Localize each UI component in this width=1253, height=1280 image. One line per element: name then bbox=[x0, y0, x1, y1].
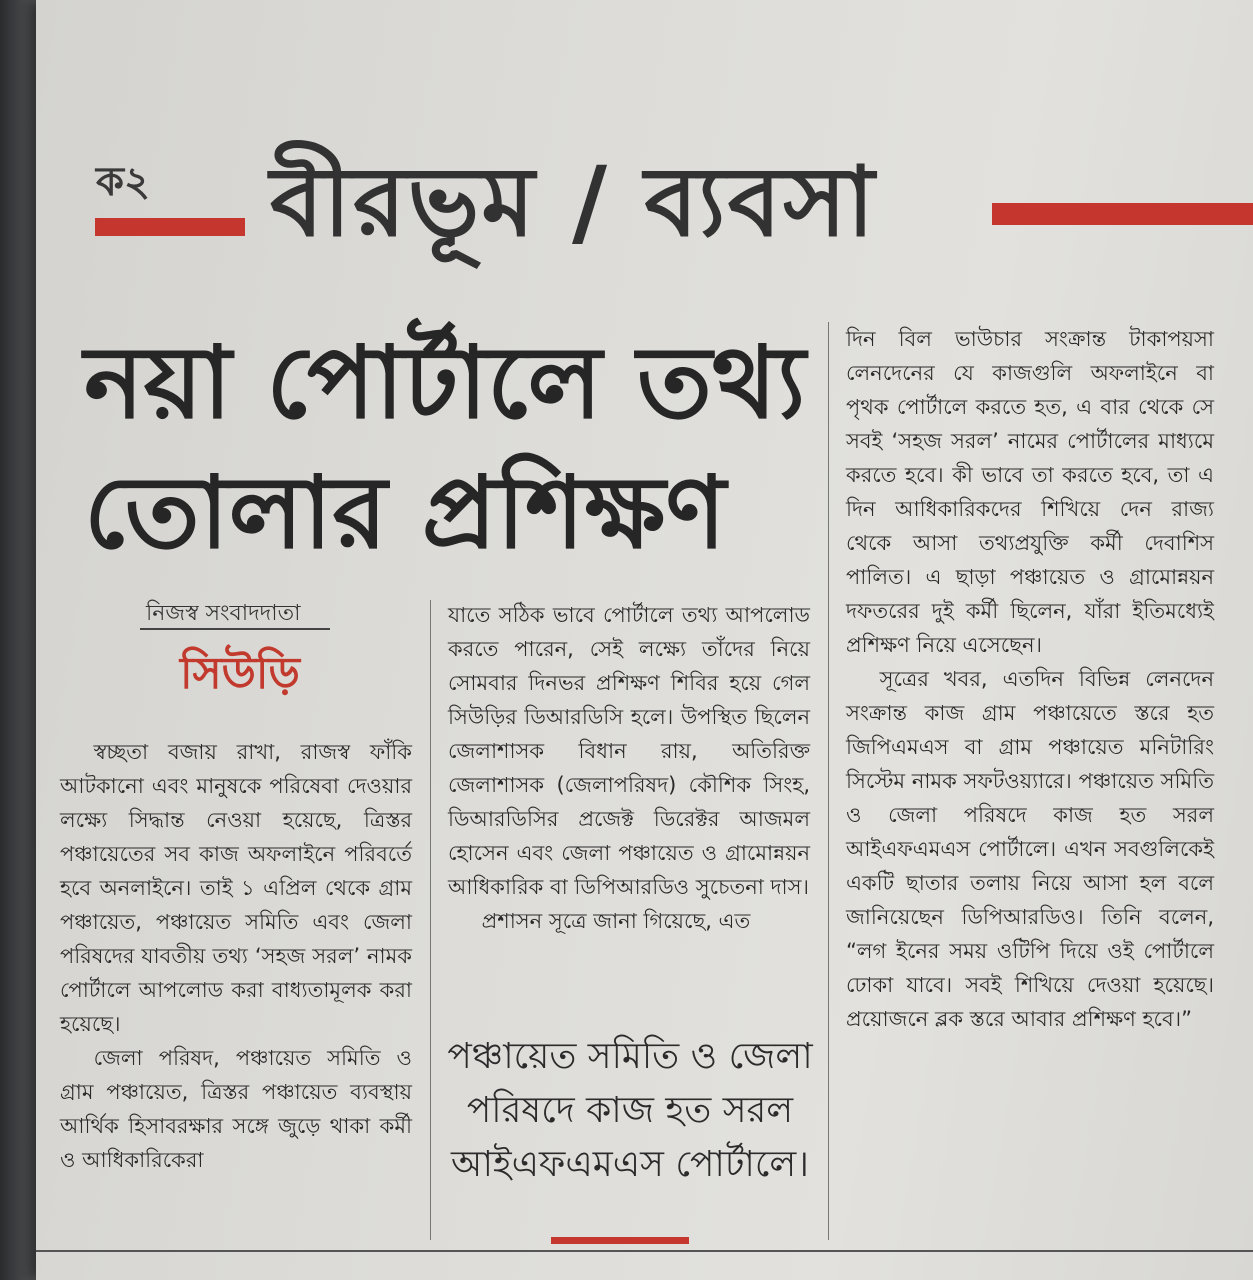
headline-line-2: তোলার প্রশিক্ষণ bbox=[84, 454, 726, 571]
pull-quote-rule bbox=[551, 1237, 689, 1244]
paragraph: যাতে সঠিক ভাবে পোর্টালে তথ্য আপলোড করতে পারেন, সেই লক্ষ্যে তাঁদের নিয়ে সোমবার দিনভর প্রশিক্ষণ শিবির হয়ে গেল সিউড়ির ডিআরডিসি হলে। উপস্থিত ছিলেন জেলাশাসক বিধান রায়, অতিরিক্ত জেলাশাসক (জেলাপরিষদ) কৌশিক সিংহ, ডিআরডিসির প্রজেক্ট ডিরেক্টর আজমল হোসেন এবং জেলা পঞ্চায়েত ও গ্রামোন্নয়ন আধিকারিক বা ডিপিআরডিও সুচেতনা দাস। bbox=[448, 603, 810, 899]
paragraph: দিন বিল ভাউচার সংক্রান্ত টাকাপয়সা লেনদেনের যে কাজগুলি অফলাইনে বা পৃথক পোর্টালে করতে হত, এ বার থেকে সে সবই ‘সহজ সরল’ নামের পোর্টালের মাধ্যমে করতে হবে। কী ভাবে তা করতে হবে, তা এ দিন আধিকারিকদের শিখিয়ে দেন রাজ্য থেকে আসা তথ্যপ্রযুক্তি কর্মী দেবাশিস পালিত। এ ছাড়া পঞ্চায়েত ও গ্রামোন্নয়ন দফতরের দুই কর্মী ছিলেন, যাঁরা ইতিমধ্যেই প্রশিক্ষণ নিয়ে এসেছেন। bbox=[846, 327, 1214, 657]
bottom-rule bbox=[36, 1250, 1253, 1252]
byline: নিজস্ব সংবাদদাতা bbox=[146, 601, 301, 626]
paragraph: জেলা পরিষদ, পঞ্চায়েত সমিতি ও গ্রাম পঞ্চায়েত, ত্রিস্তর পঞ্চায়েত ব্যবস্থায় আর্থিক হিসাবরক্ষার সঙ্গে জুড়ে থাকা কর্মী ও আধিকারিকেরা bbox=[60, 1046, 412, 1172]
paragraph: প্রশাসন সূত্রে জানা গিয়েছে, এত bbox=[481, 909, 751, 933]
dateline: সিউড়ি bbox=[180, 648, 300, 699]
background-edge bbox=[0, 0, 36, 1280]
section-rule-left bbox=[95, 218, 245, 236]
section-title: বীরভূম / ব্যবসা bbox=[270, 146, 877, 258]
column-divider bbox=[828, 322, 829, 1240]
page-code: ক২ bbox=[96, 159, 150, 205]
paragraph: সূত্রের খবর, এতদিন বিভিন্ন লেনদেন সংক্রান্ত কাজ গ্রাম পঞ্চায়েতে স্তরে হত জিপিএমএস বা গ্রাম পঞ্চায়েত মনিটারিং সিস্টেম নামক সফটওয়্যারে। পঞ্চায়েত সমিতি ও জেলা পরিষদে কাজ হত সরল আইএফএমএস পোর্টালে। এখন সবগুলিকেই একটি ছাতার তলায় নিয়ে আসা হল বলে জানিয়েছেন ডিপিআরডিও। তিনি বলেন, “লগ ইনের সময় ওটিপি দিয়ে ওই পোর্টালে ঢোকা যাবে। সবই শিখিয়ে দেওয়া হয়েছে। প্রয়োজনে ব্লক স্তরে আবার প্রশিক্ষণ হবে।” bbox=[846, 667, 1214, 1031]
article-column-3 bbox=[846, 322, 1214, 1036]
article-column-1 bbox=[60, 735, 412, 1177]
headline bbox=[84, 318, 824, 578]
byline-rule bbox=[140, 628, 330, 630]
headline-line-1: নয়া পোর্টালে তথ্য bbox=[84, 324, 806, 441]
article-column-2 bbox=[448, 598, 810, 938]
section-rule-right bbox=[992, 203, 1253, 225]
paragraph: স্বচ্ছতা বজায় রাখা, রাজস্ব ফাঁকি আটকানো এবং মানুষকে পরিষেবা দেওয়ার লক্ষ্যে সিদ্ধান্ত নেওয়া হয়েছে, ত্রিস্তর পঞ্চায়েতের সব কাজ অফলাইনে পরিবর্তে হবে অনলাইনে। তাই ১ এপ্রিল থেকে গ্রাম পঞ্চায়েত, পঞ্চায়েত সমিতি এবং জেলা পরিষদের যাবতীয় তথ্য ‘সহজ সরল’ নামক পোর্টালে আপলোড করা বাধ্যতামূলক করা হয়েছে। bbox=[60, 740, 412, 1036]
pull-quote: পঞ্চায়েত সমিতি ও জেলা পরিষদে কাজ হত সরল আইএফএমএস পোর্টালে। bbox=[447, 1036, 813, 1185]
column-divider bbox=[430, 600, 431, 1240]
